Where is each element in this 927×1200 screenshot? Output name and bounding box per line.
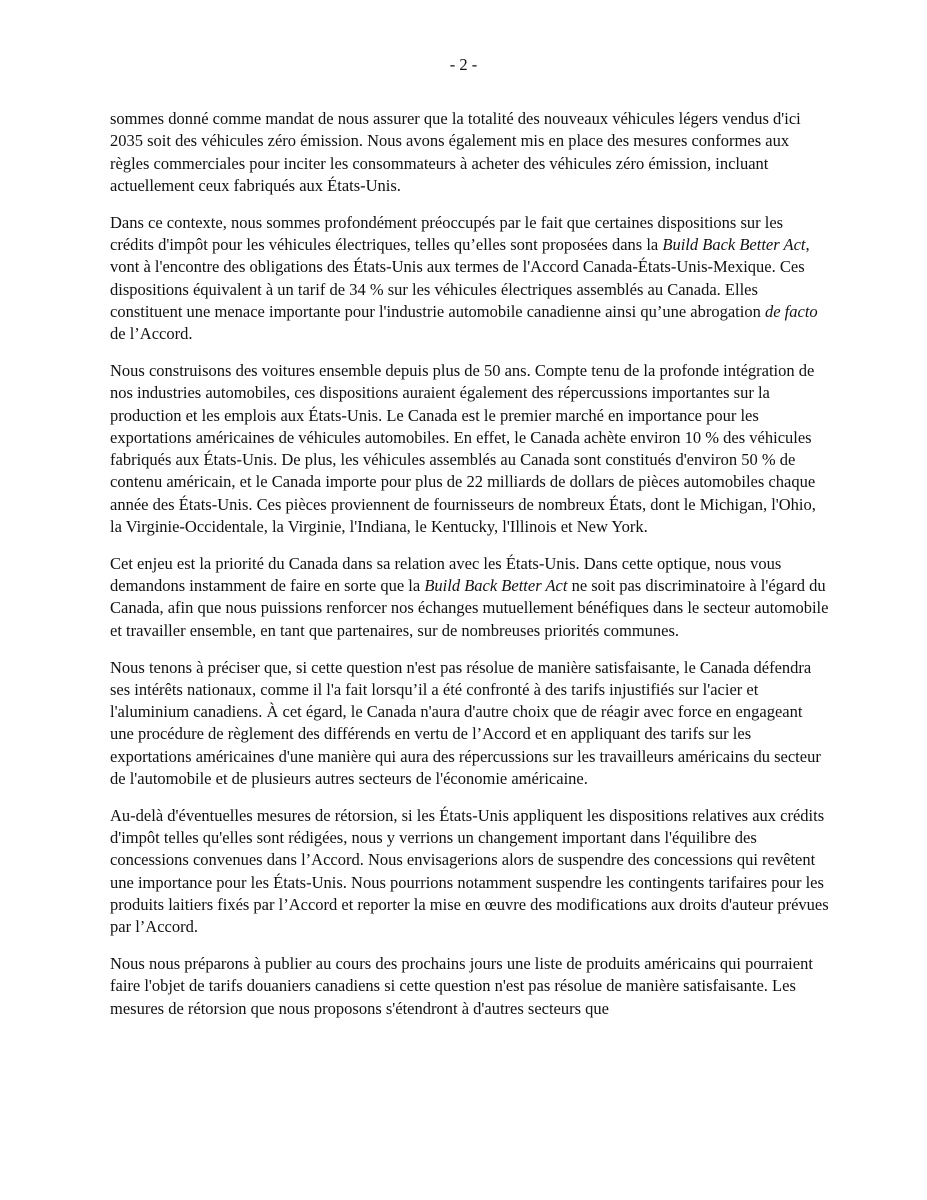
paragraph-6: Au-delà d'éventuelles mesures de rétorsion, si les États-Unis appliquent les dispositions relatives aux crédits d'impôt telles qu'elles sont rédigées, nous y verrions un changement important dans l'équilibre des concessions convenues dans l’Accord. Nous envisagerions alors de suspendre des concessions qui revêtent une importance pour les États-Unis. Nous pourrions notamment suspendre les contingents tarifaires pour les produits laitiers fixés par l’Accord et reporter la mise en œuvre des modifications aux droits d'auteur prévues par l’Accord. (110, 805, 829, 937)
bill-title: Build Back Better Act (424, 576, 568, 596)
paragraph-3: Nous construisons des voitures ensemble depuis plus de 50 ans. Compte tenu de la profonde intégration de nos industries automobiles, ces dispositions auraient également des répercussions importantes sur la production et les emplois aux États-Unis. Le Canada est le premier marché en importance pour les exportations américaines de véhicules automobiles. En effet, le Canada achète environ 10 % des véhicules fabriqués aux États-Unis. De plus, les véhicules assemblés au Canada sont constitués d'environ 50 % de contenu américain, et le Canada importe pour plus de 22 milliards de dollars de pièces automobiles chaque année des États-Unis. Ces pièces proviennent de fournisseurs de nombreux États, dont le Michigan, l'Ohio, la Virginie-Occidentale, la Virginie, l'Indiana, le Kentucky, l'Illinois et New York. (110, 360, 816, 537)
bill-title: Build Back Better Act (662, 234, 806, 254)
paragraph-4 (110, 553, 830, 642)
de-facto-term: de facto (764, 301, 818, 321)
paragraph-1: sommes donné comme mandat de nous assurer que la totalité des nouveaux véhicules légers vendus d'ici 2035 soit des véhicules zéro émission. Nous avons également mis en place des mesures conformes aux règles commerciales pour inciter les consommateurs à acheter des véhicules zéro émission, incluant actuellement ceux fabriqués aux États-Unis. (110, 109, 801, 195)
paragraph-2-text-c: , vont à l'encontre des obligations des États-Unis aux termes de l'Accord Canada-États-Unis-Mexique. Ces dispositions équivalent à un tarif de 34 % sur les véhicules électriques assemblés au Canada. Elles constituent une menace importante pour l'industrie automobile canadienne ainsi qu’une abrogation (110, 234, 810, 321)
paragraph-2-text-a: Dans ce contexte, nous sommes profondément préoccupés par le fait que certaines dispositions sur les crédits d'impôt pour les véhicules électriques, telles qu’elles sont proposées dans la (110, 212, 784, 254)
paragraph-2 (110, 212, 830, 346)
paragraph-4-text-a: Cet enjeu est la priorité du Canada dans sa relation avec les États-Unis. Dans cette optique, nous vous demandons instamment de faire en sorte que la (110, 553, 782, 596)
paragraph-4-text-c: ne soit pas discriminatoire à l'égard du Canada, afin que nous puissions renforcer nos échanges mutuellement bénéfiques dans le secteur automobile et travailler ensemble, en tant que partenaires, sur de nombreuses priorités communes. (110, 576, 829, 640)
paragraph-7: Nous nous préparons à publier au cours des prochains jours une liste de produits américains qui pourraient faire l'objet de tarifs douaniers canadiens si cette question n'est pas résolue de manière satisfaisante. Les mesures de rétorsion que nous proposons s'étendront à d'autres secteurs que (110, 954, 813, 1018)
letter-body (110, 108, 830, 1020)
page-number: - 2 - (449, 55, 478, 74)
paragraph-2-text-e: de l’Accord. (110, 324, 193, 344)
paragraph-5: Nous tenons à préciser que, si cette question n'est pas résolue de manière satisfaisante, le Canada défendra ses intérêts nationaux, comme il l'a fait lorsqu’il a été confronté à des tarifs injustifiés sur l'acier et l'aluminium canadiens. À cet égard, le Canada n'aura d'autre choix que de réagir avec force en engageant une procédure de règlement des différends en vertu de l’Accord et en appliquant des tarifs sur les exportations américaines d'une manière qui aura des répercussions sur les travailleurs américains du secteur de l'automobile et de plusieurs autres secteurs de l'économie américaine. (110, 657, 821, 789)
